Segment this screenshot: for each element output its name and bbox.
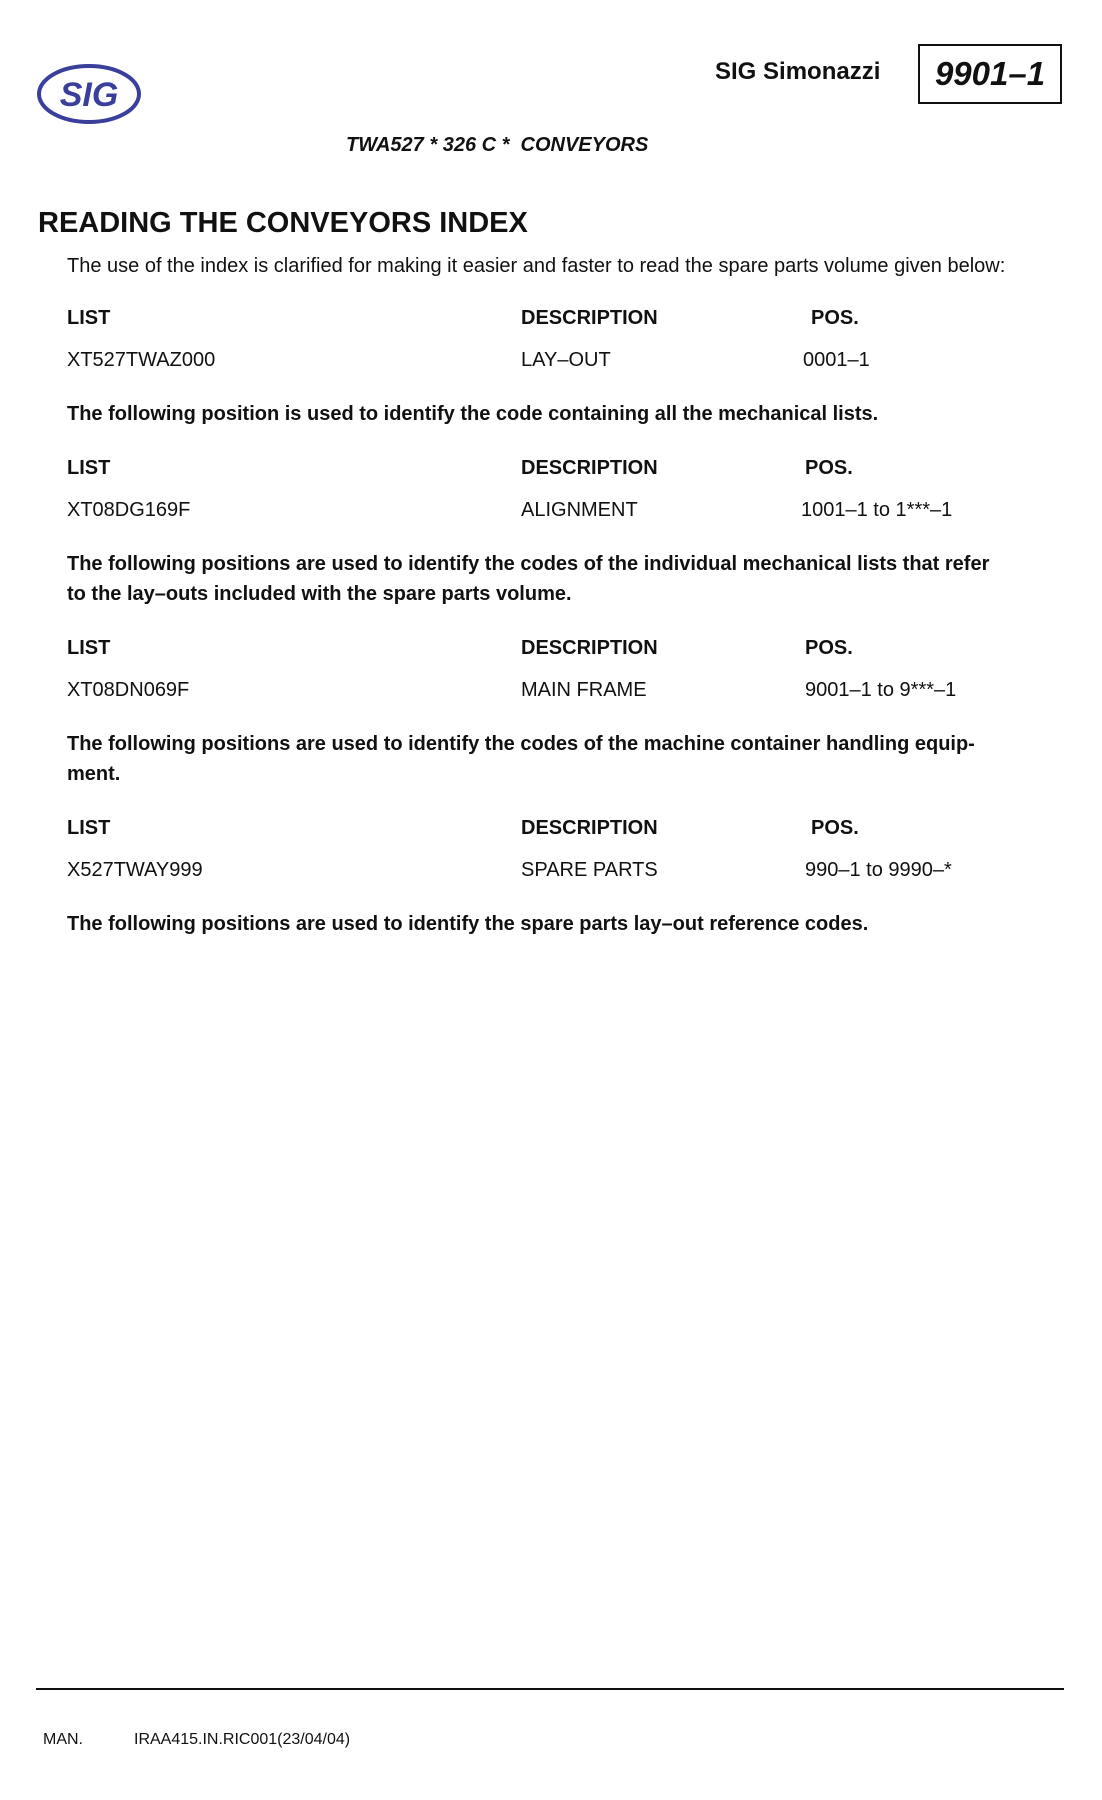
index-row	[67, 859, 1057, 887]
index-row	[67, 679, 1057, 707]
position: 9001–1 to 9***–1	[805, 679, 957, 701]
page-code-box	[918, 44, 1062, 104]
position: 990–1 to 9990–*	[805, 859, 952, 881]
note-line-2: ment.	[67, 763, 121, 785]
col-pos-label: POS.	[811, 307, 859, 329]
column-headers	[67, 457, 1057, 485]
list-code: X527TWAY999	[67, 859, 203, 881]
index-section-1	[67, 307, 1057, 429]
description: SPARE PARTS	[521, 859, 658, 881]
section-note: The following position is used to identify the code containing all the mechanical lists.	[67, 403, 879, 425]
position: 1001–1 to 1***–1	[801, 499, 953, 521]
company-name: SIG Simonazzi	[715, 58, 881, 85]
list-code: XT527TWAZ000	[67, 349, 216, 371]
col-list-label: LIST	[67, 817, 111, 839]
col-description-label: DESCRIPTION	[521, 307, 658, 329]
col-pos-label: POS.	[811, 817, 859, 839]
note-line-1: The following positions are used to identify the codes of the machine container handling equip-	[67, 733, 975, 755]
section-note	[67, 549, 1047, 609]
footer-man-label: MAN.	[43, 1731, 83, 1748]
logo-text: SIG	[59, 76, 119, 114]
col-pos-label: POS.	[805, 637, 853, 659]
footer-reference: IRAA415.IN.RIC001(23/04/04)	[134, 1731, 351, 1748]
sig-logo	[36, 62, 142, 126]
list-code: XT08DG169F	[67, 499, 191, 521]
position: 0001–1	[803, 349, 870, 371]
index-row	[67, 349, 1057, 377]
index-section-2	[67, 457, 1057, 609]
section-note: The following positions are used to identify the spare parts lay–out reference codes.	[67, 913, 869, 935]
index-section-4	[67, 817, 1057, 939]
column-headers	[67, 307, 1057, 335]
note-line-1: The following positions are used to identify the codes of the individual mechanical lists that refer	[67, 553, 990, 575]
list-code: XT08DN069F	[67, 679, 190, 701]
page-title: READING THE CONVEYORS INDEX	[38, 207, 528, 239]
description: LAY–OUT	[521, 349, 611, 371]
column-headers	[67, 637, 1057, 665]
col-list-label: LIST	[67, 457, 111, 479]
section-note	[67, 729, 1047, 789]
col-description-label: DESCRIPTION	[521, 457, 658, 479]
footer-divider	[36, 1688, 1064, 1690]
description: ALIGNMENT	[521, 499, 638, 521]
intro-text: The use of the index is clarified for making it easier and faster to read the spare parts volume given below:	[67, 255, 1006, 277]
note-line-2: to the lay–outs included with the spare parts volume.	[67, 583, 572, 605]
col-pos-label: POS.	[805, 457, 853, 479]
col-description-label: DESCRIPTION	[521, 637, 658, 659]
description: MAIN FRAME	[521, 679, 647, 701]
index-row	[67, 499, 1057, 527]
col-description-label: DESCRIPTION	[521, 817, 658, 839]
page-code: 9901–1	[934, 55, 1046, 92]
column-headers	[67, 817, 1057, 845]
col-list-label: LIST	[67, 637, 111, 659]
document-subtitle: TWA527 * 326 C * CONVEYORS	[346, 134, 649, 156]
index-section-3	[67, 637, 1057, 789]
col-list-label: LIST	[67, 307, 111, 329]
